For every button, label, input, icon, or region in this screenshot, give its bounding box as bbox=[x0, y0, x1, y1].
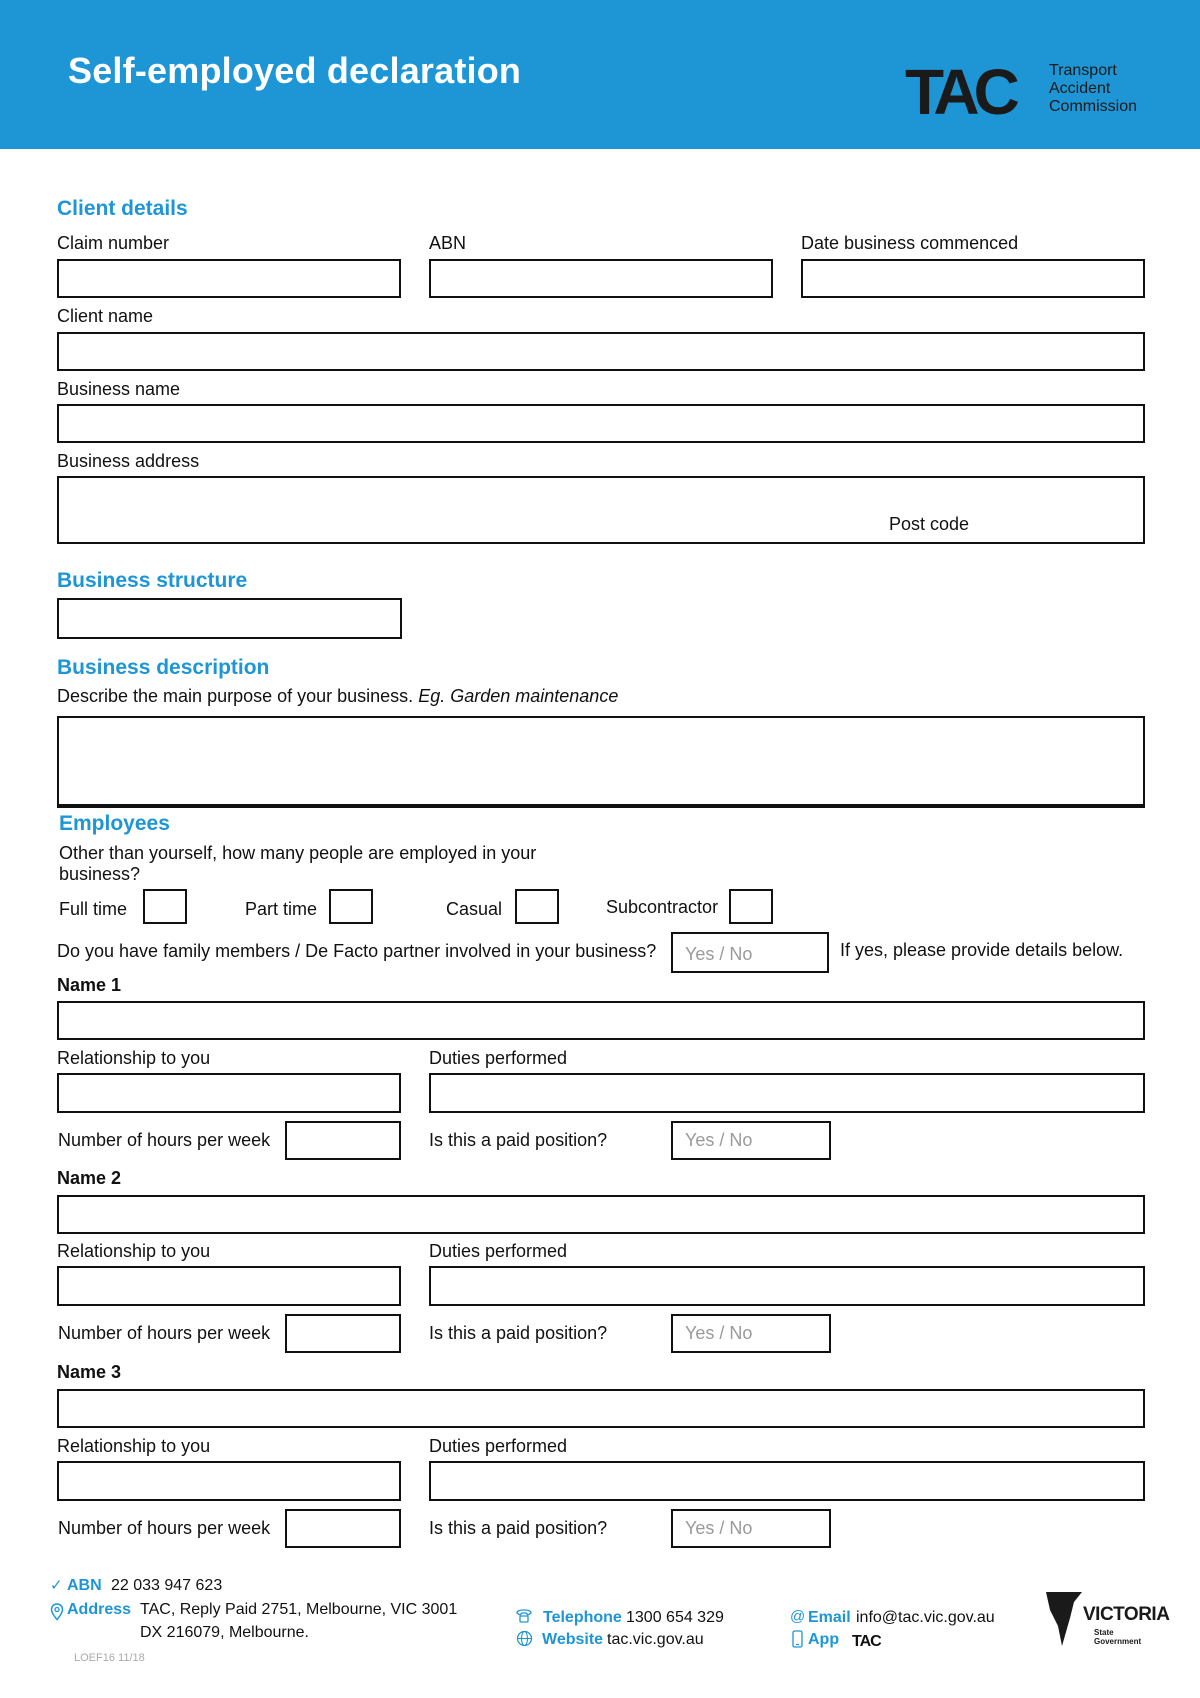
footer-email-value[interactable]: info@tac.vic.gov.au bbox=[856, 1609, 995, 1626]
footer-website-label: Website bbox=[542, 1631, 604, 1648]
family-yes-no-field[interactable] bbox=[671, 932, 829, 973]
business-name-field[interactable] bbox=[57, 404, 1145, 443]
mytac-app-logo: TAC bbox=[852, 1633, 881, 1650]
abn-field[interactable] bbox=[429, 259, 773, 298]
relationship-1-label: Relationship to you bbox=[57, 1048, 211, 1068]
footer-telephone-value: 1300 654 329 bbox=[626, 1609, 724, 1626]
client-name-field[interactable] bbox=[57, 332, 1145, 371]
relationship-2-field[interactable] bbox=[57, 1266, 401, 1306]
relationship-2-label: Relationship to you bbox=[57, 1241, 211, 1261]
post-code-label: Post code bbox=[889, 514, 970, 534]
paid-1-field[interactable] bbox=[671, 1121, 831, 1160]
family-yes-no-placeholder: Yes / No bbox=[685, 944, 753, 964]
logo-line-3: Commission bbox=[1049, 98, 1138, 115]
duties-3-field[interactable] bbox=[429, 1461, 1145, 1501]
logo-line-1: Transport bbox=[1049, 62, 1117, 79]
employees-question-line-1: Other than yourself, how many people are employed in your bbox=[59, 843, 537, 863]
hours-3-field[interactable] bbox=[285, 1509, 401, 1548]
full-time-label: Full time bbox=[59, 899, 128, 919]
victoria-state-government bbox=[1094, 1628, 1141, 1646]
duties-2-field[interactable] bbox=[429, 1266, 1145, 1306]
victoria-sub-1: State bbox=[1094, 1628, 1114, 1637]
footer-email-label: Email bbox=[808, 1609, 851, 1626]
family-question-label: Do you have family members / De Facto partner involved in your business? bbox=[57, 941, 657, 961]
hours-1-label: Number of hours per week bbox=[58, 1130, 271, 1150]
page-title: Self-employed declaration bbox=[68, 50, 522, 91]
footer-address-line-2: DX 216079, Melbourne. bbox=[140, 1624, 309, 1641]
hours-2-label: Number of hours per week bbox=[58, 1323, 271, 1343]
description-prompt-text: Describe the main purpose of your business. bbox=[57, 686, 414, 706]
victoria-wordmark: VICTORIA bbox=[1083, 1604, 1170, 1625]
part-time-field[interactable] bbox=[329, 889, 373, 924]
footer-address-line-1: TAC, Reply Paid 2751, Melbourne, VIC 3001 bbox=[140, 1601, 458, 1618]
name-3-label: Name 3 bbox=[57, 1362, 122, 1382]
name-1-label: Name 1 bbox=[57, 975, 122, 995]
relationship-3-label: Relationship to you bbox=[57, 1436, 211, 1456]
paid-2-field[interactable] bbox=[671, 1314, 831, 1353]
paid-3-placeholder: Yes / No bbox=[685, 1518, 753, 1538]
business-description-prompt bbox=[57, 686, 618, 707]
relationship-1-field[interactable] bbox=[57, 1073, 401, 1113]
subcontractor-label: Subcontractor bbox=[606, 897, 719, 917]
paid-1-label: Is this a paid position? bbox=[429, 1130, 608, 1150]
claim-number-field[interactable] bbox=[57, 259, 401, 298]
employees-heading: Employees bbox=[59, 812, 170, 835]
check-icon: ✓ bbox=[50, 1577, 63, 1594]
business-description-heading: Business description bbox=[57, 656, 270, 679]
name-3-field[interactable] bbox=[57, 1389, 1145, 1428]
paid-2-label: Is this a paid position? bbox=[429, 1323, 608, 1343]
claim-number-label: Claim number bbox=[57, 233, 170, 253]
mobile-phone-icon bbox=[792, 1630, 803, 1648]
client-details-heading: Client details bbox=[57, 197, 188, 220]
at-sign-icon: @ bbox=[790, 1608, 806, 1625]
employees-question bbox=[59, 843, 536, 885]
duties-1-label: Duties performed bbox=[429, 1048, 568, 1068]
full-time-field[interactable] bbox=[143, 889, 187, 924]
paid-3-label: Is this a paid position? bbox=[429, 1518, 608, 1538]
subcontractor-field[interactable] bbox=[729, 889, 773, 924]
name-2-label: Name 2 bbox=[57, 1168, 122, 1188]
duties-2-label: Duties performed bbox=[429, 1241, 568, 1261]
victoria-sub-2: Government bbox=[1094, 1637, 1142, 1646]
business-description-field[interactable] bbox=[57, 716, 1145, 808]
footer-address-label: Address bbox=[67, 1601, 132, 1618]
victoria-map-logo bbox=[1044, 1588, 1084, 1648]
paid-2-placeholder: Yes / No bbox=[685, 1323, 753, 1343]
location-pin-icon bbox=[50, 1603, 64, 1621]
duties-1-field[interactable] bbox=[429, 1073, 1145, 1113]
name-1-field[interactable] bbox=[57, 1001, 1145, 1040]
casual-field[interactable] bbox=[515, 889, 559, 924]
description-example-text: Eg. Garden maintenance bbox=[418, 686, 619, 706]
header-banner bbox=[0, 0, 1200, 149]
part-time-label: Part time bbox=[245, 899, 318, 919]
abn-label: ABN bbox=[429, 233, 467, 253]
family-note-label: If yes, please provide details below. bbox=[840, 940, 1124, 960]
casual-label: Casual bbox=[446, 899, 503, 919]
business-name-label: Business name bbox=[57, 379, 181, 399]
globe-icon bbox=[516, 1630, 533, 1647]
footer-abn-value: 22 033 947 623 bbox=[111, 1577, 223, 1594]
client-name-label: Client name bbox=[57, 306, 154, 326]
tac-logo bbox=[905, 62, 1045, 118]
date-commenced-field[interactable] bbox=[801, 259, 1145, 298]
logo-line-2: Accident bbox=[1049, 80, 1111, 97]
hours-3-label: Number of hours per week bbox=[58, 1518, 271, 1538]
hours-2-field[interactable] bbox=[285, 1314, 401, 1353]
business-structure-heading: Business structure bbox=[57, 569, 248, 592]
paid-1-placeholder: Yes / No bbox=[685, 1130, 753, 1150]
name-2-field[interactable] bbox=[57, 1195, 1145, 1234]
tac-logo-letters: TAC bbox=[905, 62, 1014, 118]
duties-3-label: Duties performed bbox=[429, 1436, 568, 1456]
business-address-label: Business address bbox=[57, 451, 200, 471]
form-code: LOEF16 11/18 bbox=[74, 1652, 145, 1664]
employees-question-line-2: business? bbox=[59, 864, 141, 884]
business-structure-field[interactable] bbox=[57, 598, 402, 639]
footer-app-label: App bbox=[808, 1631, 840, 1648]
hours-1-field[interactable] bbox=[285, 1121, 401, 1160]
relationship-3-field[interactable] bbox=[57, 1461, 401, 1501]
tac-logo-text bbox=[1049, 62, 1137, 116]
paid-3-field[interactable] bbox=[671, 1509, 831, 1548]
date-commenced-label: Date business commenced bbox=[801, 233, 1019, 253]
business-address-field[interactable] bbox=[57, 476, 1145, 544]
phone-icon bbox=[515, 1608, 533, 1624]
footer-website-value[interactable]: tac.vic.gov.au bbox=[607, 1631, 704, 1648]
footer-telephone-label: Telephone bbox=[543, 1609, 622, 1626]
footer-abn-label: ABN bbox=[67, 1577, 102, 1594]
